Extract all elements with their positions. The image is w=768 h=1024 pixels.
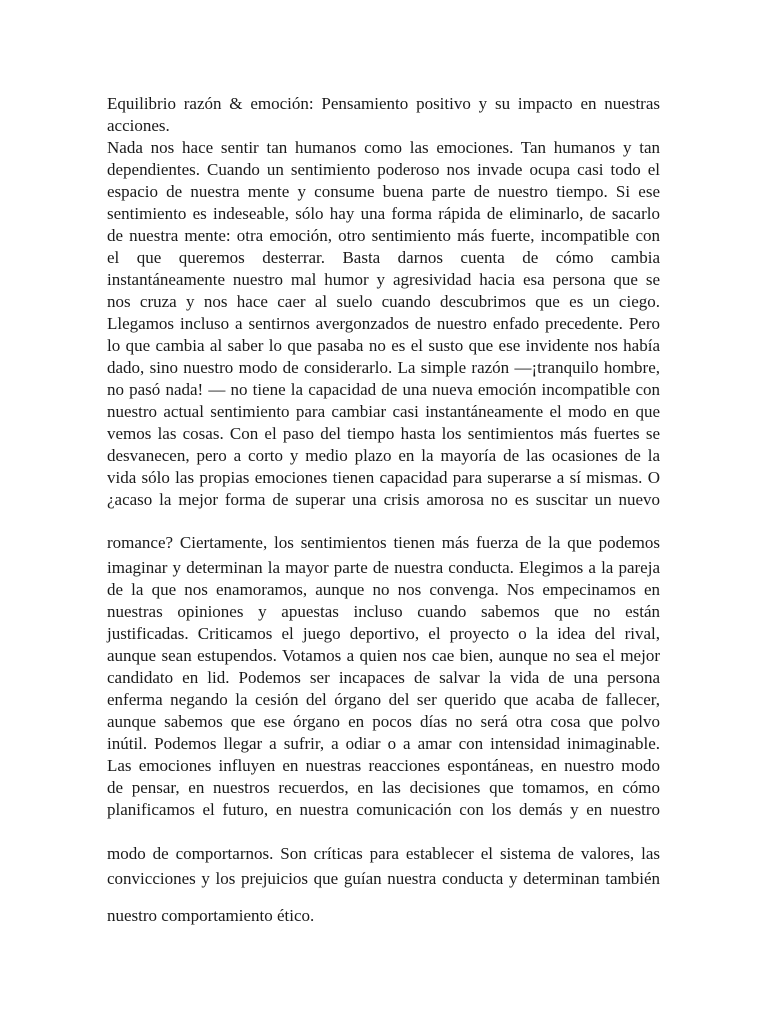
paragraph-line: lo que cambia al saber lo que pasaba no es el susto que ese invidente nos había: [107, 336, 660, 355]
document-title-line: Equilibrio razón & emoción: Pensamiento positivo y su impacto en nuestras: [107, 94, 660, 113]
paragraph-line: de la que nos enamoramos, aunque no nos convenga. Nos empecinamos en: [107, 580, 660, 599]
paragraph-line: vida sólo las propias emociones tienen capacidad para superarse a sí mismas. O: [107, 468, 660, 487]
paragraph-line: instantáneamente nuestro mal humor y agresividad hacia esa persona que se: [107, 270, 660, 289]
paragraph-line: modo de comportarnos. Son críticas para establecer el sistema de valores, las: [107, 844, 660, 863]
paragraph-line: desvanecen, pero a corto y medio plazo en la mayoría de las ocasiones de la: [107, 446, 660, 465]
document-title-line: acciones.: [107, 116, 170, 135]
paragraph-line: de pensar, en nuestros recuerdos, en las decisiones que tomamos, en cómo: [107, 778, 660, 797]
paragraph-line: ¿acaso la mejor forma de superar una crisis amorosa no es suscitar un nuevo: [107, 490, 660, 509]
paragraph-line: Las emociones influyen en nuestras reacciones espontáneas, en nuestro modo: [107, 756, 660, 775]
paragraph-line: Nada nos hace sentir tan humanos como las emociones. Tan humanos y tan: [107, 138, 660, 157]
paragraph-line: de nuestra mente: otra emoción, otro sentimiento más fuerte, incompatible con: [107, 226, 660, 245]
paragraph-line: nuestras opiniones y apuestas incluso cuando sabemos que no están: [107, 602, 660, 621]
paragraph-line: romance? Ciertamente, los sentimientos tienen más fuerza de la que podemos: [107, 533, 660, 552]
paragraph-line: imaginar y determinan la mayor parte de nuestra conducta. Elegimos a la pareja: [107, 558, 660, 577]
paragraph-line: justificadas. Criticamos el juego deportivo, el proyecto o la idea del rival,: [107, 624, 660, 643]
paragraph-line: espacio de nuestra mente y consume buena parte de nuestro tiempo. Si ese: [107, 182, 660, 201]
paragraph-line: aunque sean estupendos. Votamos a quien nos cae bien, aunque no sea el mejor: [107, 646, 660, 665]
paragraph-line: nuestro actual sentimiento para cambiar casi instantáneamente el modo en que: [107, 402, 660, 421]
paragraph-line: dependientes. Cuando un sentimiento poderoso nos invade ocupa casi todo el: [107, 160, 660, 179]
paragraph-line: vemos las cosas. Con el paso del tiempo hasta los sentimientos más fuertes se: [107, 424, 660, 443]
paragraph-line: Llegamos incluso a sentirnos avergonzados de nuestro enfado precedente. Pero: [107, 314, 660, 333]
paragraph-line: planificamos el futuro, en nuestra comunicación con los demás y en nuestro: [107, 800, 660, 819]
paragraph-line: candidato en lid. Podemos ser incapaces de salvar la vida de una persona: [107, 668, 660, 687]
paragraph-line: el que queremos desterrar. Basta darnos cuenta de cómo cambia: [107, 248, 660, 267]
paragraph-line: dado, sino nuestro modo de considerarlo. La simple razón —¡tranquilo hombre,: [107, 358, 660, 377]
paragraph-line: sentimiento es indeseable, sólo hay una forma rápida de eliminarlo, de sacarlo: [107, 204, 660, 223]
paragraph-line: aunque sabemos que ese órgano en pocos días no será otra cosa que polvo: [107, 712, 660, 731]
paragraph-line: nos cruza y nos hace caer al suelo cuando descubrimos que es un ciego.: [107, 292, 660, 311]
paragraph-line: enferma negando la cesión del órgano del ser querido que acaba de fallecer,: [107, 690, 660, 709]
paragraph-line: inútil. Podemos llegar a sufrir, a odiar o a amar con intensidad inimaginable.: [107, 734, 660, 753]
paragraph-line: no pasó nada! — no tiene la capacidad de una nueva emoción incompatible con: [107, 380, 660, 399]
paragraph-line: convicciones y los prejuicios que guían nuestra conducta y determinan también: [107, 869, 660, 888]
paragraph-line: nuestro comportamiento ético.: [107, 906, 315, 925]
